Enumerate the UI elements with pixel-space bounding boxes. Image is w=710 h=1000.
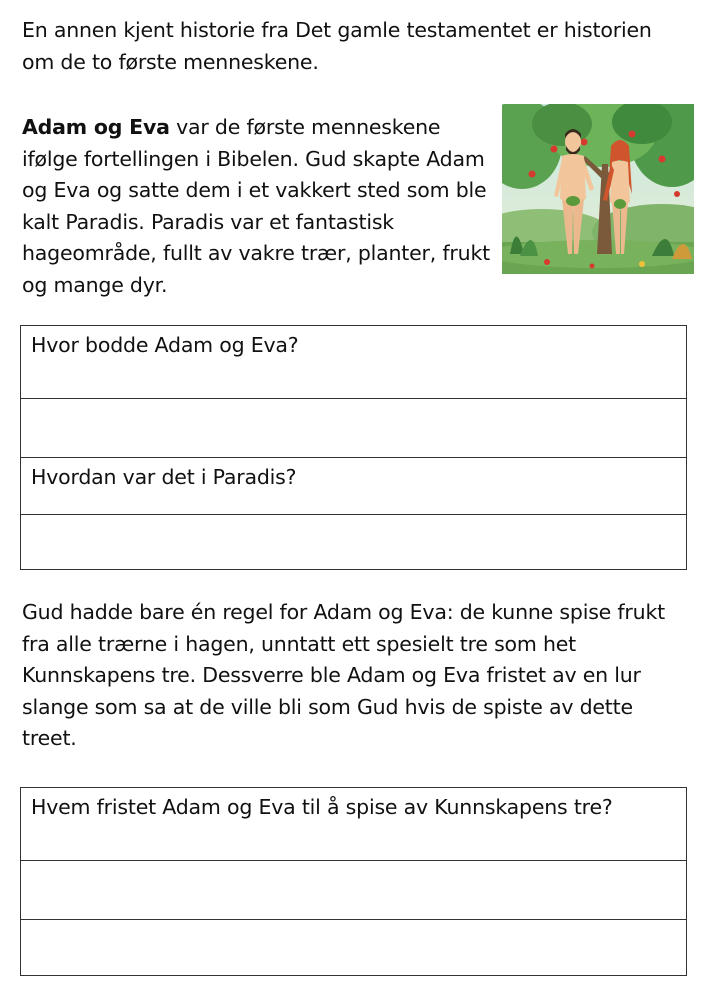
adam-eva-text: var de første menneskene ifølge fortellingen i Bibelen. Gud skapte Adam og Eva og satte dem i et vakkert sted som ble kalt Paradis. Paradis var et fantastisk hageområde, fullt av vakre trær, planter, frukt og mange dyr. (22, 115, 490, 297)
intro-paragraph: En annen kjent historie fra Det gamle testamentet er historien om de to første menneskene. (22, 18, 652, 74)
answer-row[interactable] (21, 860, 686, 919)
adam-and-eve-garden-illustration (502, 104, 694, 274)
rule-paragraph: Gud hadde bare én regel for Adam og Eva: de kunne spise frukt fra alle trærne i hagen, unntatt ett spesielt tre som het Kunnskapens tre. Dessverre ble Adam og Eva fristet av en lur slange som sa at de ville bli som Gud hvis de spiste av dette treet. (22, 600, 665, 750)
answer-row[interactable] (21, 514, 686, 569)
question-row: Hvem fristet Adam og Eva til å spise av Kunnskapens tre? (31, 795, 613, 819)
adam-eva-paragraph (22, 112, 492, 301)
answer-row[interactable] (21, 919, 686, 974)
answer-row[interactable] (21, 398, 686, 457)
question-row: Hvordan var det i Paradis? (21, 457, 686, 514)
questions-table-1 (20, 325, 687, 570)
adam-eva-bold: Adam og Eva (22, 115, 170, 139)
questions-table-2 (20, 787, 687, 976)
question-row: Hvor bodde Adam og Eva? (31, 333, 299, 357)
